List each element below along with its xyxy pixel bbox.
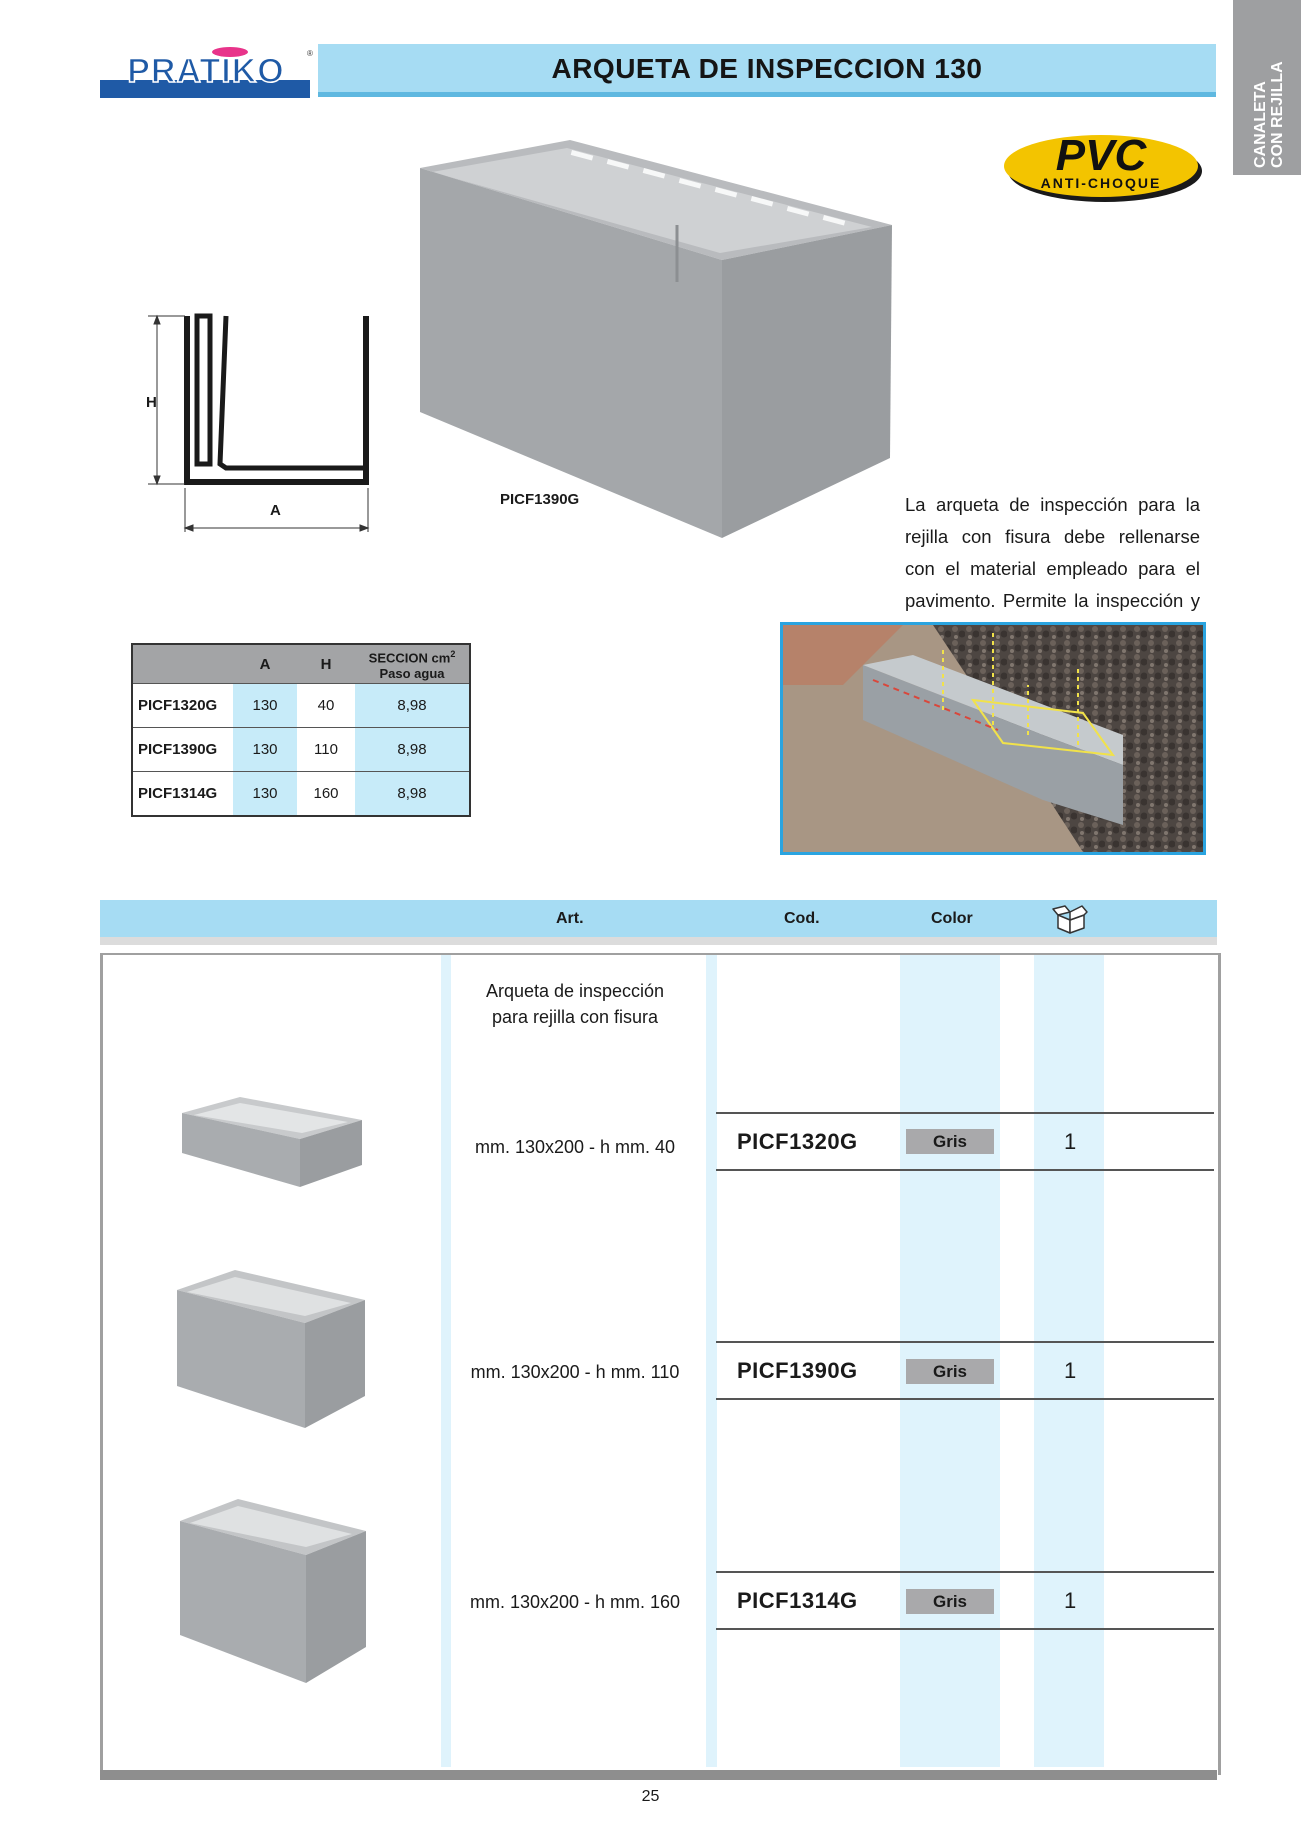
item-qty: 1 xyxy=(1064,1358,1077,1383)
product-thumbnail xyxy=(180,1095,365,1190)
spec-seccion: 8,98 xyxy=(355,684,470,728)
list-header-art: Art. xyxy=(556,910,584,927)
item-dims: mm. 130x200 - h mm. 110 xyxy=(470,1362,680,1382)
row-rule xyxy=(716,1628,1214,1630)
svg-text:®: ® xyxy=(307,49,313,58)
pvc-badge-main: PVC xyxy=(1055,131,1147,180)
spec-seccion: 8,98 xyxy=(355,772,470,817)
spec-table-row xyxy=(132,728,470,772)
item-dims: mm. 130x200 - h mm. 40 xyxy=(474,1137,676,1157)
spec-h: 110 xyxy=(297,728,355,772)
item-color-badge: Gris xyxy=(906,1359,994,1384)
art-title: Arqueta de inspección para rejilla con fisura xyxy=(485,981,665,1027)
row-rule xyxy=(716,1112,1214,1114)
list-header-cod: Cod. xyxy=(784,910,820,927)
page-number: 25 xyxy=(641,1788,660,1805)
installation-image xyxy=(780,622,1206,855)
product-thumbnail xyxy=(178,1497,368,1685)
main-product-image xyxy=(412,130,902,550)
product-description: La arqueta de inspección para la rejilla con fisura debe rellenarse con el material empleado para el pavimento. Permite la inspección y xyxy=(905,494,1200,611)
spec-header-h: H xyxy=(297,644,355,684)
spec-seccion: 8,98 xyxy=(355,728,470,772)
item-qty: 1 xyxy=(1064,1129,1077,1154)
spec-header-seccion: SECCION $cm^2$ Paso agua xyxy=(355,644,470,684)
spec-header-a: A xyxy=(233,644,297,684)
main-product-label: PICF1390G xyxy=(500,491,580,508)
item-dims: mm. 130x200 - h mm. 160 xyxy=(469,1592,681,1612)
pvc-badge xyxy=(1003,133,1203,203)
technical-drawing xyxy=(140,310,380,540)
item-qty: 1 xyxy=(1064,1588,1077,1613)
item-code: PICF1314G xyxy=(737,1588,858,1613)
spec-table xyxy=(131,643,471,817)
drawing-a-label: A xyxy=(270,502,281,519)
spec-h: 40 xyxy=(297,684,355,728)
item-code: PICF1320G xyxy=(737,1129,858,1154)
spec-code: PICF1390G xyxy=(132,728,233,772)
spec-code: PICF1314G xyxy=(132,772,233,817)
item-color-badge: Gris xyxy=(906,1589,994,1614)
spec-code: PICF1320G xyxy=(132,684,233,728)
spec-table-header xyxy=(132,644,470,684)
spec-table-row xyxy=(132,772,470,817)
box-icon xyxy=(1050,903,1090,935)
pvc-badge-sub: ANTI-CHOQUE xyxy=(1040,175,1162,191)
list-bottom-bar xyxy=(100,1770,1217,1780)
svg-text:PRATIKO: PRATIKO xyxy=(127,52,285,90)
spec-a: 130 xyxy=(233,728,297,772)
spec-table-row xyxy=(132,684,470,728)
row-rule xyxy=(716,1169,1214,1171)
row-rule xyxy=(716,1571,1214,1573)
list-header-color: Color xyxy=(931,910,973,927)
side-tab-label: CANALETA CON REJILLA xyxy=(1252,61,1286,168)
drawing-h-label: H xyxy=(146,394,157,411)
spec-a: 130 xyxy=(233,684,297,728)
page-title: ARQUETA DE INSPECCION 130 xyxy=(551,53,983,84)
item-code: PICF1390G xyxy=(737,1358,858,1383)
product-thumbnail xyxy=(175,1268,367,1431)
installation-illustration xyxy=(783,625,1203,852)
side-tab xyxy=(1233,0,1301,175)
title-bar xyxy=(318,44,1216,97)
list-header-underline xyxy=(100,937,1217,945)
item-color-badge: Gris xyxy=(906,1129,994,1154)
row-rule xyxy=(716,1398,1214,1400)
spec-h: 160 xyxy=(297,772,355,817)
list-header xyxy=(100,900,1217,937)
row-rule xyxy=(716,1341,1214,1343)
spec-a: 130 xyxy=(233,772,297,817)
pratiko-logo xyxy=(100,46,312,100)
